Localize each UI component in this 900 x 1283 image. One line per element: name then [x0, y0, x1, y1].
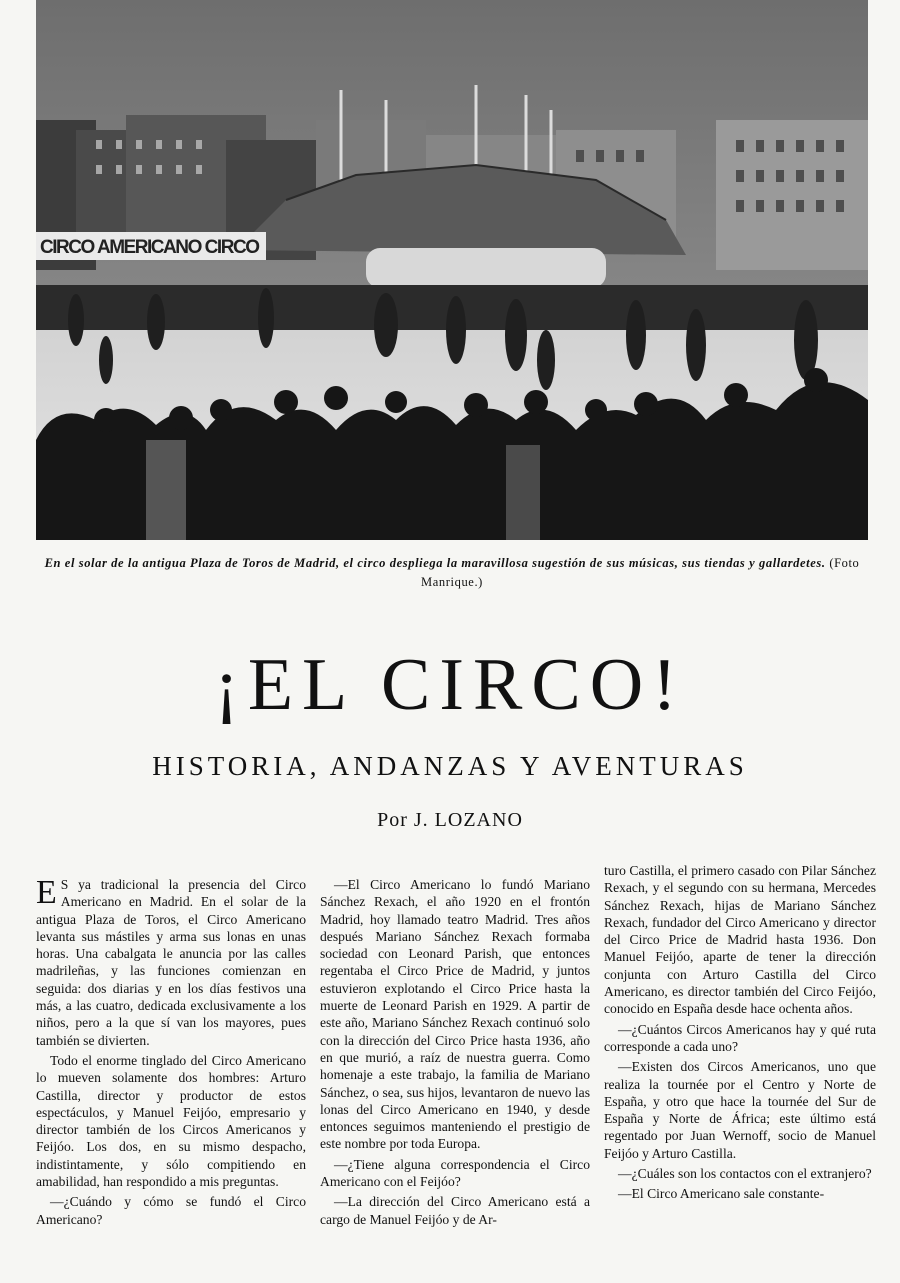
photo-credit: (Foto Manrique.) — [421, 556, 860, 589]
paragraph: E S ya tradicional la presencia del Circo Americano en Madrid. En el solar de la antigua Plaza de Toros, el Circo Americano levanta sus mástiles y arma sus lonas en unas horas. Una cabalgata le anuncia por las calles madrileñas, y las funciones comienzan en seguida: dos diarias y en los días festivos una más, a las cuatro, dedicada exclusivamente a los niños, pero a la que sí van los mayores, pues también se divierten. — [36, 876, 306, 1048]
circus-photo — [36, 0, 868, 540]
column-1 — [36, 876, 306, 1276]
paragraph: —El Circo Americano sale constante- — [618, 1186, 825, 1202]
paragraph: —Existen dos Circos Americanos, uno que realiza la tournée por el Centro y Norte de España, y otro que hace la tournée del Sur de España y Norte de África; este último está regentado por Juan Wernoff, socio de Manuel Feijóo y Arturo Castilla. — [604, 1059, 876, 1161]
paragraph: turo Castilla, el primero casado con Pilar Sánchez Rexach, y el segundo con su hermana, Mercedes Sánchez Rexach, hijas de Mariano Sánchez Rexach, fundador del Circo Americano y director del Circo Price de Madrid hasta 1936. Don Manuel Feijóo, aparte de tener la dirección conjunta con Arturo Castilla del Circo Americano, es director también del Circo Feijóo, conocido en España desde hace ochenta años. — [604, 863, 876, 1017]
paragraph: —¿Tiene alguna correspondencia el Circo Americano con el Feijóo? — [320, 1156, 590, 1190]
article-byline: Por J. LOZANO — [377, 809, 523, 831]
paragraph: —¿Cuándo y cómo se fundó el Circo Americano? — [36, 1194, 306, 1227]
paragraph: —¿Cuáles son los contactos con el extranjero? — [618, 1166, 872, 1182]
photo-caption — [40, 554, 864, 592]
column-2 — [320, 876, 590, 1276]
article-subtitle: HISTORIA, ANDANZAS Y AVENTURAS — [152, 751, 748, 781]
column-3 — [604, 862, 876, 1262]
paragraph: —El Circo Americano lo fundó Mariano Sánchez Rexach, el año 1920 en el frontón Madrid, hoy llamado teatro Madrid. Tres años después Mariano Sánchez Rexach formaba sociedad con Leonard Parish, que entonces regentaba el Circo Price de Madrid, y juntos estuvieron explotando el Circo Price hasta la muerte de Leonard Parish en 1929. A partir de este año, Mariano Sánchez Rexach continuó solo con la dirección del Circo Price hasta 1936, año en que murió, a raíz de nuestra guerra. Como homenaje a este trabajo, la familia de Mariano Sánchez, o sea, sus hijos, levantaron de nuevo las lonas del Circo Americano en 1940, y desde entonces seguimos manteniendo el prestigio de este nombre por toda Europa. — [320, 877, 590, 1152]
article-title: ¡EL CIRCO! — [214, 644, 686, 726]
drop-cap: E — [36, 876, 57, 911]
paragraph: Todo el enorme tinglado del Circo Americano lo mueven solamente dos hombres: Arturo Castilla, director y productor de estos espectáculos, y Manuel Feijóo, empresario y director también de los Circos Americanos y Feijóo. Los dos, en su mismo despacho, indistintamente, y sólo compitiendo en amabilidad, han respondido a mis preguntas. — [36, 1052, 306, 1190]
paragraph: —¿Cuántos Circos Americanos hay y qué ruta corresponde a cada uno? — [604, 1021, 876, 1054]
caption-text: En el solar de la antigua Plaza de Toros de Madrid, el circo despliega la maravillosa sugestión de sus músicas, sus tiendas y gallardetes. — [44, 556, 826, 570]
circus-sign: CIRCO AMERICANO CIRCO — [40, 237, 260, 258]
paragraph: —La dirección del Circo Americano está a cargo de Manuel Feijóo y de Ar- — [320, 1194, 590, 1227]
